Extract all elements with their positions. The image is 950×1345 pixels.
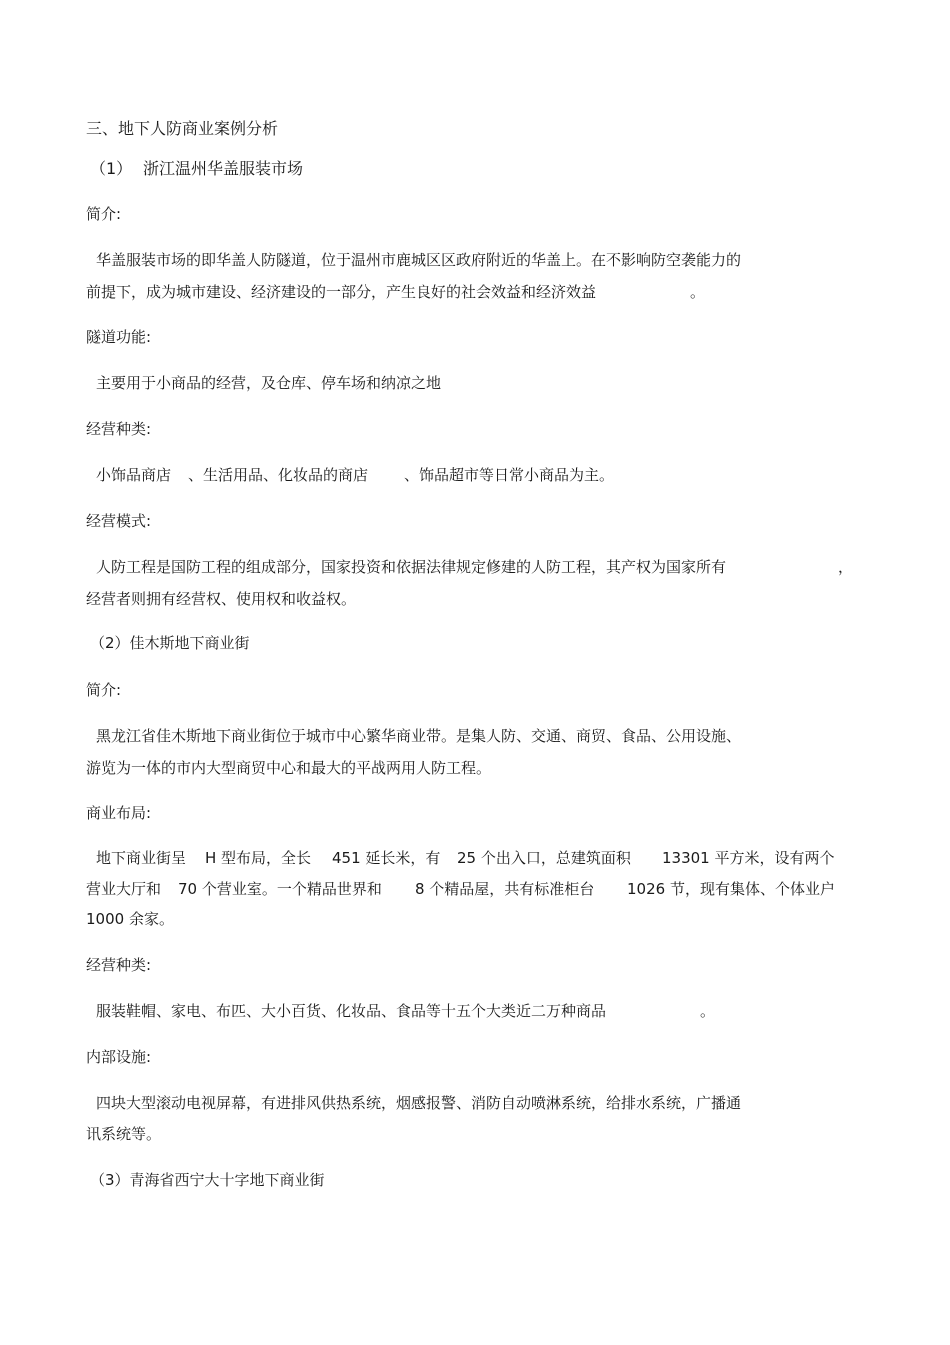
case1-function-text: 主要用于小商品的经营，及仓库、停车场和纳凉之地	[96, 374, 442, 392]
case1-types-part2: 、生活用品、化妆品的商店	[188, 466, 369, 484]
case2-layout-l1-part1: 地下商业街呈	[96, 849, 187, 867]
case1-types-part1: 小饰品商店	[96, 466, 172, 484]
case1-intro-line2: 前提下，成为城市建设、经济建设的一部分，产生良好的社会效益和经济效益	[86, 283, 597, 301]
case1-mode-line1: 人防工程是国防工程的组成部分，国家投资和依据法律规定修建的人防工程，其产权为国家所有	[96, 558, 727, 576]
case2-types-end: 。	[700, 1002, 716, 1020]
case2-facilities-line2: 讯系统等。	[86, 1125, 162, 1143]
case2-layout-l1-part3: 451 延长米，有	[332, 849, 441, 867]
case1-mode-line1-end: ，	[838, 558, 854, 576]
case2-facilities-label: 内部设施:	[86, 1048, 152, 1066]
case1-intro-line1: 华盖服装市场的即华盖人防隧道，位于温州市鹿城区区政府附近的华盖上。在不影响防空袭能力的	[96, 251, 742, 269]
case2-types-text: 服装鞋帽、家电、布匹、大小百货、化妆品、食品等十五个大类近二万种商品	[96, 1002, 607, 1020]
case2-facilities-line1: 四块大型滚动电视屏幕，有进排风供热系统，烟感报警、消防自动喷淋系统，给排水系统，广播通	[96, 1094, 742, 1112]
case2-layout-label: 商业布局:	[86, 804, 152, 822]
case1-intro-label: 简介:	[86, 205, 122, 223]
case1-heading-number: （1）	[90, 159, 133, 178]
case1-mode-label: 经营模式:	[86, 512, 152, 530]
case2-layout-l1-part5: 13301 平方米，设有两个	[662, 849, 835, 867]
case2-intro-label: 简介:	[86, 681, 122, 699]
case2-layout-line3: 1000 余家。	[86, 910, 174, 928]
case2-intro-line1: 黑龙江省佳木斯地下商业街位于城市中心繁华商业带。是集人防、交通、商贸、食品、公用设施、	[96, 727, 742, 745]
case2-intro-line2: 游览为一体的市内大型商贸中心和最大的平战两用人防工程。	[86, 759, 492, 777]
case2-layout-l2-part3: 8 个精品屋，共有标准柜台	[415, 880, 595, 898]
case1-types-part3: 、饰品超市等日常小商品为主。	[404, 466, 615, 484]
case1-mode-line2: 经营者则拥有经营权、使用权和收益权。	[86, 590, 357, 608]
case1-heading: 浙江温州华盖服装市场	[143, 159, 304, 178]
case1-types-label: 经营种类:	[86, 420, 152, 438]
case1-intro-line2-end: 。	[690, 283, 706, 301]
section-title: 三、地下人防商业案例分析	[86, 119, 279, 138]
case2-types-label: 经营种类:	[86, 956, 152, 974]
case2-layout-l2-part4: 1026 节，现有集体、个体业户	[627, 880, 835, 898]
case2-layout-l1-part2: H 型布局，全长	[205, 849, 312, 867]
case3-heading: （3）青海省西宁大十字地下商业街	[90, 1171, 325, 1189]
case2-layout-l2-part1: 营业大厅和	[86, 880, 162, 898]
case1-function-label: 隧道功能:	[86, 328, 152, 346]
case2-heading: （2）佳木斯地下商业街	[90, 634, 250, 652]
case2-layout-l1-part4: 25 个出入口，总建筑面积	[457, 849, 631, 867]
case2-layout-l2-part2: 70 个营业室。一个精品世界和	[178, 880, 382, 898]
